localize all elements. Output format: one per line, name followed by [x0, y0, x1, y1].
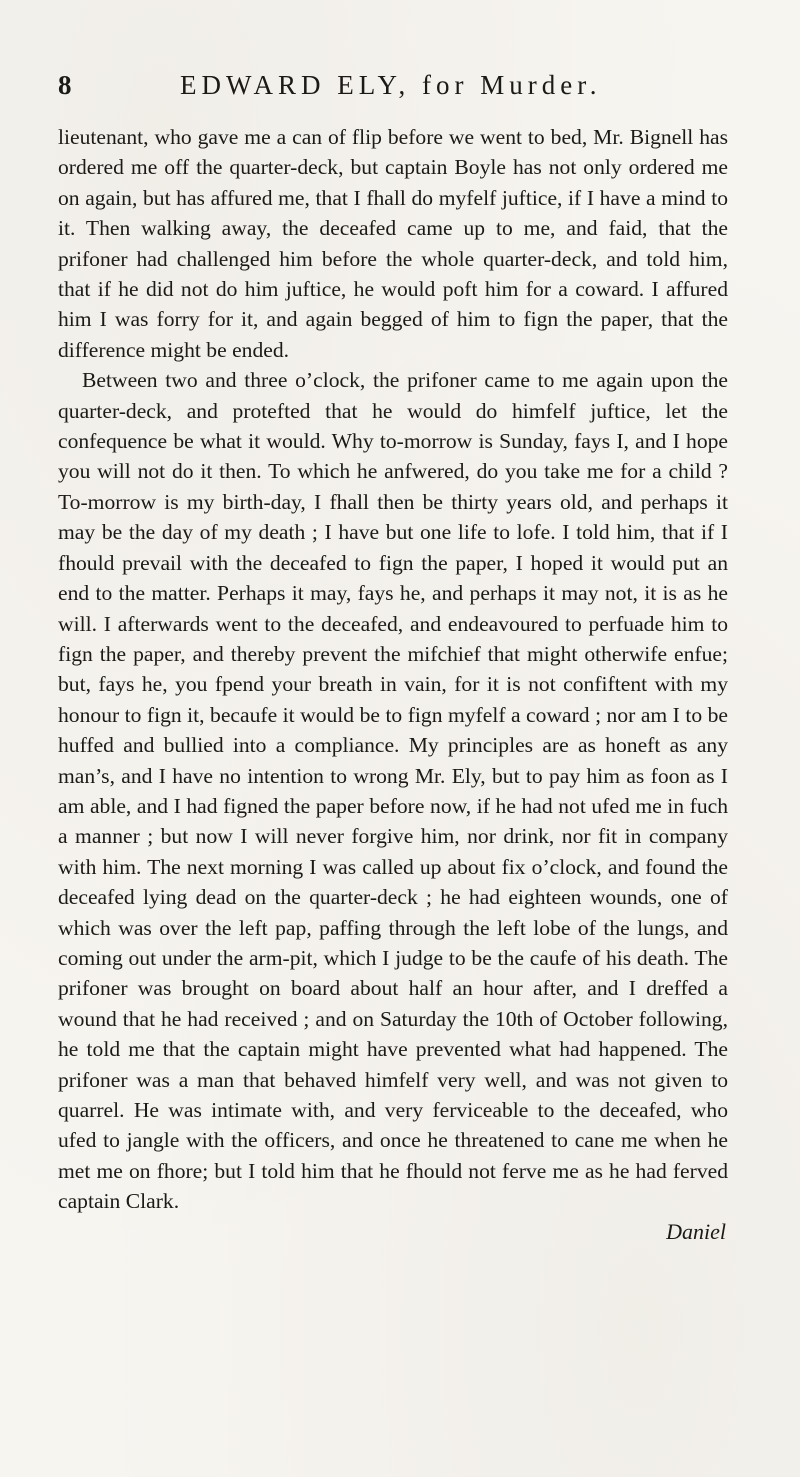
- page-number: 8: [58, 70, 77, 100]
- running-title: EDWARD ELY, for Murder.: [180, 70, 602, 100]
- catchword: Daniel: [666, 1218, 726, 1244]
- running-head: [58, 70, 728, 118]
- paragraph-2: Between two and three o’clock, the prifoner came to me again upon the quarter-deck, and protefted that he would do himfelf juftice, let the confequence be what it would. Why to-morrow is Sunday, fays I, and I hope you will not do it then. To which he anfwered, do you take me for a child ? To-morrow is my birth-day, I fhall then be thirty years old, and perhaps it may be the day of my death ; I have but one life to lofe. I told him, that if I fhould prevail with the deceafed to fign the paper, I hoped it would put an end to the matter. Perhaps it may, fays he, and perhaps it may not, it is as he will. I afterwards went to the deceafed, and endeavoured to perfuade him to fign the paper, and thereby prevent the mifchief that might otherwife enfue; but, fays he, you fpend your breath in vain, for it is not confiftent with my honour to fign it, becaufe it would be to fign myfelf a coward ; nor am I to be huffed and bullied into a compliance. My principles are as honeft as any man’s, and I have no intention to wrong Mr. Ely, but to pay him as foon as I am able, and I had figned the paper before now, if he had not ufed me in fuch a manner ; but now I will never forgive him, nor drink, nor fit in company with him. The next morning I was called up about fix o’clock, and found the deceafed lying dead on the quarter-deck ; he had eighteen wounds, one of which was over the left pap, paffing through the left lobe of the lungs, and coming out under the arm-pit, which I judge to be the caufe of his death. The prifoner was brought on board about half an hour after, and I dreffed a wound that he had received ; and on Saturday the 10th of October following, he told me that the captain might have prevented what had happened. The prifoner was a man that behaved himfelf very well, and was not given to quarrel. He was intimate with, and very ferviceable to the deceafed, who ufed to jangle with the officers, and once he threatened to cane me when he met me on fhore; but I told him that he fhould not ferve me as he had ferved captain Clark.: [58, 368, 728, 1214]
- paragraph-1: lieutenant, who gave me a can of flip before we went to bed, Mr. Bignell has ordered me off the quarter-deck, but captain Boyle has not only ordered me on again, but has affured me, that I fhall do myfelf juftice, if I have a mind to it. Then walking away, the deceafed came up to me, and faid, that the prifoner had challenged him before the whole quarter-deck, and told him, that if he did not do him juftice, he would poft him for a coward. I affured him I was forry for it, and again begged of him to fign the paper, that the difference might be ended.: [58, 125, 728, 362]
- body-text: [58, 122, 728, 1217]
